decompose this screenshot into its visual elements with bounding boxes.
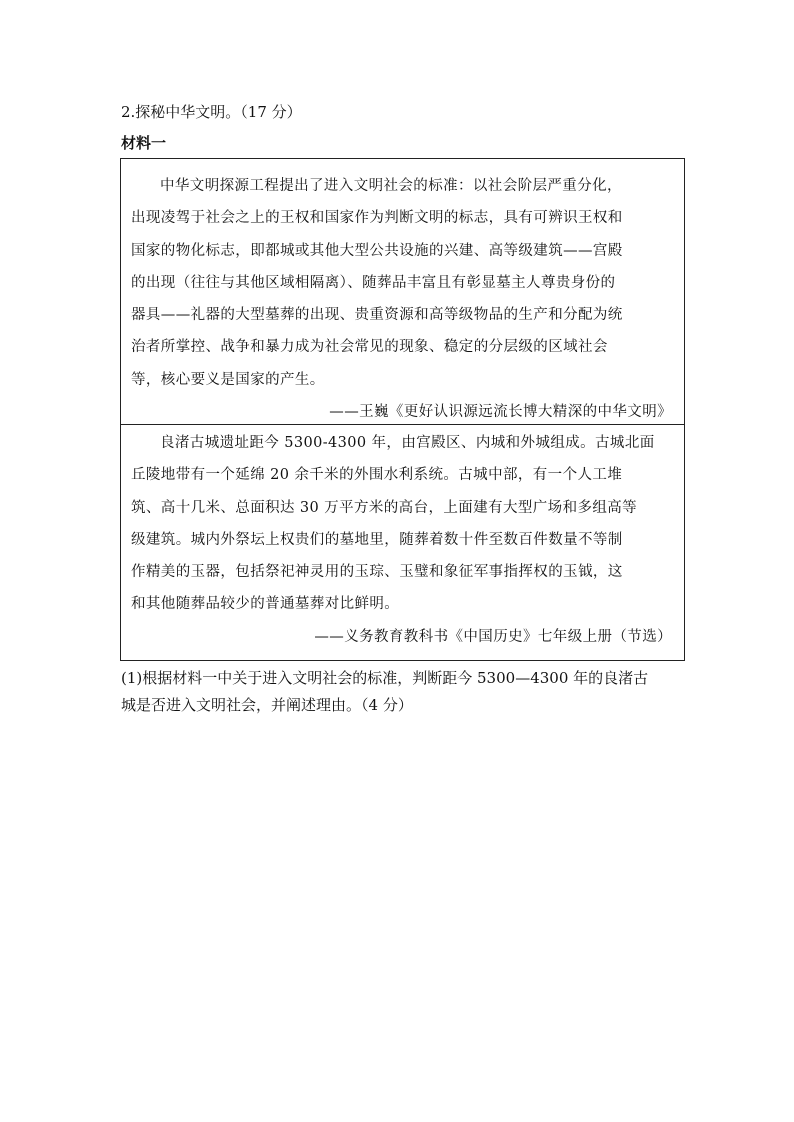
material-two-line: 筑、高十几米、总面积达 30 万平方米的高台，上面建有大型广场和多组高等 xyxy=(131,499,638,516)
material-one-line: 中华文明探源工程提出了进入文明社会的标准：以社会阶层严重分化， xyxy=(160,178,622,194)
material-two-line: 良渚古城遗址距今 5300-4300 年，由宫殿区、内城和外城组成。古城北面 xyxy=(160,435,655,451)
material-one-line: 出现凌驾于社会之上的王权和国家作为判断文明的标志，具有可辨识王权和 xyxy=(131,210,623,227)
material-one-text xyxy=(131,170,674,428)
material-two-line: 级建筑。城内外祭坛上权贵们的墓地里，随葬着数十件至数百件数量不等制 xyxy=(131,531,623,548)
material-two-line: 丘陵地带有一个延绵 20 余千米的外围水利系统。古城中部，有一个人工堆 xyxy=(131,467,623,484)
material-two-source: ——义务教育教科书《中国历史》七年级上册（节选） xyxy=(314,628,672,645)
material-one-line: 的出现（往往与其他区域相隔离）、随葬品丰富且有彰显墓主人尊贵身份的 xyxy=(131,274,616,291)
material-two-text xyxy=(131,427,674,653)
material-label: 材料一 xyxy=(121,134,167,152)
material-two-line: 和其他随葬品较少的普通墓葬对比鲜明。 xyxy=(131,596,400,613)
material-two-line: 作精美的玉器，包括祭祀神灵用的玉琮、玉璧和象征军事指挥权的玉钺，这 xyxy=(131,564,623,581)
material-one-line: 国家的物化标志，即都城或其他大型公共设施的兴建、高等级建筑——宫殿 xyxy=(131,242,623,259)
sub-question-line: 城是否进入文明社会，并阐述理由。（4 分） xyxy=(121,696,413,714)
question-title: 2.探秘中华文明。（17 分） xyxy=(121,103,302,121)
material-one-line: 等，核心要义是国家的产生。 xyxy=(131,371,325,388)
material-two-box xyxy=(120,424,685,661)
material-one-box xyxy=(120,158,685,425)
sub-question xyxy=(121,665,687,719)
material-one-source: ——王巍《更好认识源远流长博大精深的中华文明》 xyxy=(329,404,672,421)
material-one-line: 治者所掌控、战争和暴力成为社会常见的现象、稳定的分层级的区域社会 xyxy=(131,339,608,356)
sub-question-line: (1)根据材料一中关于进入文明社会的标准，判断距今 5300—4300 年的良渚古 xyxy=(121,669,649,687)
material-one-line: 器具——礼器的大型墓葬的出现、贵重资源和高等级物品的生产和分配为统 xyxy=(131,307,623,324)
